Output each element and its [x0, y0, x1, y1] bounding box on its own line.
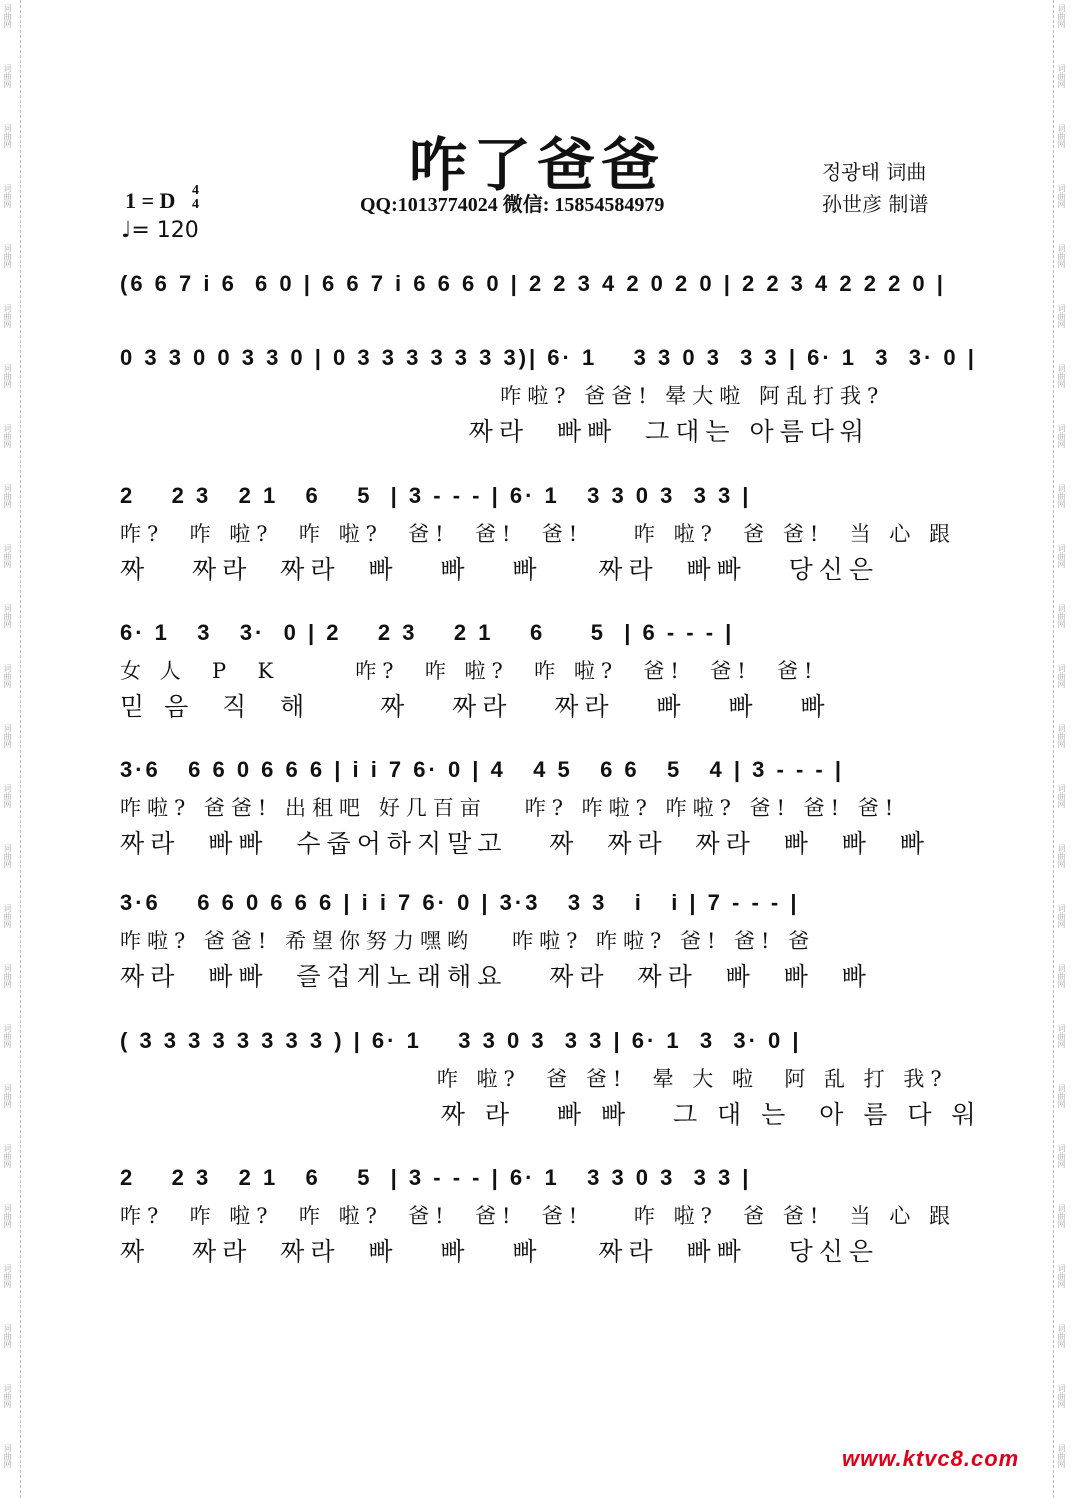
margin-watermark-text: 词曲网: [1057, 904, 1066, 928]
margin-watermark-text: 词曲网: [1057, 4, 1066, 28]
key-signature: 1 = D: [125, 188, 176, 213]
notation-line: 6· 1 3 3· 0 | 2 2 3 2 1 6 5 | 6 - - - |: [120, 620, 735, 645]
margin-watermark-text: 词曲网: [3, 184, 12, 208]
margin-watermark-text: 词曲网: [1057, 724, 1066, 748]
lyric-korean: 짜라 빠빠 수줍어하지말고 짜 짜라 짜라 빠 빠 빠: [120, 829, 930, 858]
notation-line: 3·6 6 6 0 6 6 6 | i i 7 6· 0 | 4 4 5 6 6 5 4 | 3 - - - |: [120, 757, 844, 782]
margin-watermark-text: 词曲网: [3, 664, 12, 688]
notation-line: 3·6 6 6 0 6 6 6 | i i 7 6· 0 | 3·3 3 3 i i | 7 - - - |: [120, 890, 800, 915]
lyric-chinese: 咋? 咋 啦? 咋 啦? 爸! 爸! 爸! 咋 啦? 爸 爸! 当 心 跟: [120, 1204, 956, 1228]
margin-watermark-text: 词曲网: [1057, 1264, 1066, 1288]
margin-watermark-text: 词曲网: [1057, 1084, 1066, 1108]
lyric-chinese: 咋啦? 爸爸! 出租吧 好几百亩 咋? 咋啦? 咋啦? 爸! 爸! 爸!: [120, 796, 900, 820]
lyric-chinese: 咋啦? 爸爸! 晕大啦 阿乱打我?: [120, 384, 885, 408]
margin-watermark-text: 词曲网: [3, 244, 12, 268]
margin-watermark-text: 词曲网: [1057, 664, 1066, 688]
margin-watermark-text: 词曲网: [1057, 244, 1066, 268]
margin-watermark-text: 词曲网: [3, 124, 12, 148]
time-sig-bottom: 4: [192, 197, 199, 212]
margin-watermark-text: 词曲网: [3, 544, 12, 568]
margin-watermark-text: 词曲网: [1057, 1024, 1066, 1048]
margin-watermark-text: 词曲网: [3, 844, 12, 868]
lyric-chinese: 咋啦? 爸爸! 希望你努力嘿哟 咋啦? 咋啦? 爸! 爸! 爸: [120, 929, 816, 953]
margin-watermark-text: 词曲网: [1057, 124, 1066, 148]
margin-watermark-text: 词曲网: [3, 364, 12, 388]
lyric-chinese: 咋? 咋 啦? 咋 啦? 爸! 爸! 爸! 咋 啦? 爸 爸! 当 心 跟: [120, 522, 956, 546]
notation-line: ( 3 3 3 3 3 3 3 3 ) | 6· 1 3 3 0 3 3 3 | 6· 1 3 3· 0 |: [120, 1028, 802, 1053]
margin-watermark-text: 词曲网: [3, 1024, 12, 1048]
margin-watermark-text: 词曲网: [1057, 784, 1066, 808]
margin-watermark-text: 词曲网: [3, 1144, 12, 1168]
margin-watermark-text: 词曲网: [3, 1084, 12, 1108]
lyricist-credit: 정광태 词曲: [822, 160, 927, 184]
notation-line: 0 3 3 0 0 3 3 0 | 0 3 3 3 3 3 3 3)| 6· 1 3 3 0 3 3 3 | 6· 1 3 3· 0 |: [120, 345, 977, 370]
margin-watermark-text: 词曲网: [3, 424, 12, 448]
margin-watermark-text: 词曲网: [1057, 964, 1066, 988]
contact-info: QQ:1013774024 微信: 15854584979: [360, 194, 665, 216]
margin-watermark-text: 词曲网: [1057, 64, 1066, 88]
margin-watermark-text: 词曲网: [3, 484, 12, 508]
margin-watermark-text: 词曲网: [1057, 304, 1066, 328]
margin-watermark-text: 词曲网: [1057, 484, 1066, 508]
margin-watermark-text: 词曲网: [1057, 604, 1066, 628]
margin-watermark-text: 词曲网: [1057, 364, 1066, 388]
margin-watermark-text: 词曲网: [1057, 1144, 1066, 1168]
margin-watermark-text: 词曲网: [1057, 424, 1066, 448]
lyric-korean: 짜 짜라 짜라 빠 빠 빠 짜라 빠빠 당신은: [120, 1237, 880, 1266]
right-margin-watermark: [1053, 0, 1074, 1498]
margin-watermark-text: 词曲网: [1057, 544, 1066, 568]
margin-watermark-text: 词曲网: [1057, 184, 1066, 208]
notation-line: 2 2 3 2 1 6 5 | 3 - - - | 6· 1 3 3 0 3 3 3 |: [120, 483, 752, 508]
margin-watermark-text: 词曲网: [1057, 1204, 1066, 1228]
margin-watermark-text: 词曲网: [3, 904, 12, 928]
time-sig-top: 4: [192, 183, 199, 198]
margin-watermark-text: 词曲网: [3, 4, 12, 28]
song-title: 咋了爸爸: [408, 131, 665, 199]
margin-watermark-text: 词曲网: [3, 304, 12, 328]
lyric-korean: 짜라 빠빠 그대는 아름다워: [120, 417, 871, 446]
margin-watermark-text: 词曲网: [1057, 844, 1066, 868]
margin-watermark-text: 词曲网: [1057, 1444, 1066, 1468]
lyric-korean: 짜 라 빠 빠 그 대 는 아 름 다 워: [120, 1100, 982, 1129]
margin-watermark-text: 词曲网: [3, 64, 12, 88]
tempo-marking: ♩= 120: [121, 218, 199, 243]
lyric-chinese: 女 人 P K 咋? 咋 啦? 咋 啦? 爸! 爸! 爸!: [120, 659, 819, 683]
lyric-chinese: 咋 啦? 爸 爸! 晕 大 啦 阿 乱 打 我?: [120, 1067, 948, 1091]
time-signature: [192, 184, 199, 212]
site-watermark: www.ktvc8.com: [842, 1446, 1020, 1471]
lyric-korean: 짜 짜라 짜라 빠 빠 빠 짜라 빠빠 당신은: [120, 555, 880, 584]
margin-watermark-text: 词曲网: [3, 1444, 12, 1468]
left-margin-watermark: [0, 0, 21, 1498]
lyric-korean: 짜라 빠빠 즐겁게노래해요 짜라 짜라 빠 빠 빠: [120, 962, 872, 991]
notation-line: 2 2 3 2 1 6 5 | 3 - - - | 6· 1 3 3 0 3 3 3 |: [120, 1165, 752, 1190]
margin-watermark-text: 词曲网: [3, 1324, 12, 1348]
margin-watermark-text: 词曲网: [1057, 1324, 1066, 1348]
margin-watermark-text: 词曲网: [3, 1384, 12, 1408]
lyric-korean: 믿 음 직 해 짜 짜라 짜라 빠 빠 빠: [120, 692, 831, 721]
arranger-credit: 孙世彦 制谱: [822, 192, 929, 216]
margin-watermark-text: 词曲网: [3, 604, 12, 628]
notation-line: (6 6 7 i 6 6 0 | 6 6 7 i 6 6 6 0 | 2 2 3 4 2 0 2 0 | 2 2 3 4 2 2 2 0 |: [120, 271, 946, 296]
margin-watermark-text: 词曲网: [3, 784, 12, 808]
margin-watermark-text: 词曲网: [3, 964, 12, 988]
margin-watermark-text: 词曲网: [3, 724, 12, 748]
margin-watermark-text: 词曲网: [3, 1204, 12, 1228]
margin-watermark-text: 词曲网: [3, 1264, 12, 1288]
margin-watermark-text: 词曲网: [1057, 1384, 1066, 1408]
